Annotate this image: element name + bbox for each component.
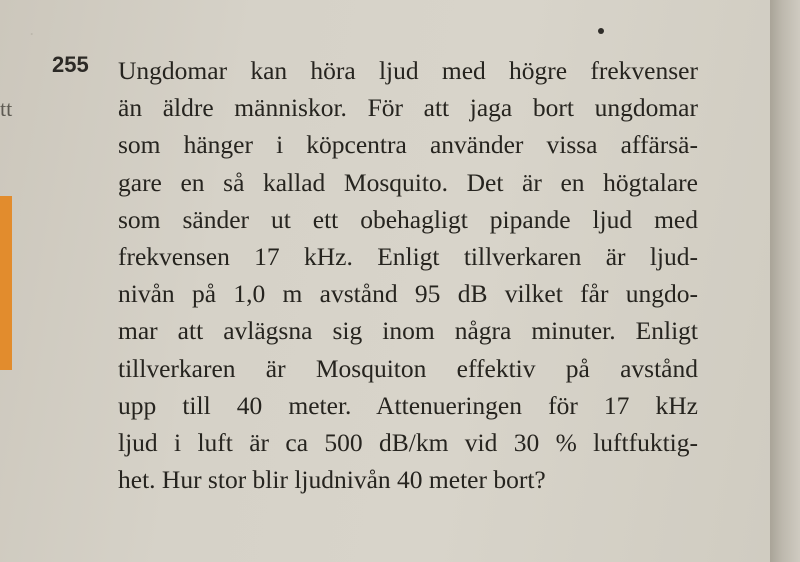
text-line: gare en så kallad Mosquito. Det är en högtalare [118, 167, 698, 197]
text-line: nivån på 1,0 m avstånd 95 dB vilket får ungdo- [118, 279, 698, 309]
text-line: ljud i luft är ca 500 dB/km vid 30 % luftfuktig- [118, 427, 698, 457]
text-line: än äldre människor. För att jaga bort ungdomar [118, 93, 698, 123]
problem-number: 255 [52, 52, 89, 77]
text-line: mar att avlägsna sig inom några minuter. Enligt [118, 316, 698, 346]
text-line: tillverkaren är Mosquiton effektiv på avstånd [118, 353, 698, 383]
problem-text [118, 52, 698, 498]
text-line: het. Hur stor blir ljudnivån 40 meter bort? [118, 465, 546, 495]
page-dot [598, 28, 604, 34]
margin-fragment: tt [0, 96, 13, 121]
book-gutter [770, 0, 800, 562]
chapter-tab [0, 196, 12, 370]
show-through-text: . [30, 20, 35, 39]
text-line: frekvensen 17 kHz. Enligt tillverkaren är ljud- [118, 241, 698, 271]
text-line: Ungdomar kan höra ljud med högre frekvenser [118, 56, 698, 85]
text-line: som sänder ut ett obehagligt pipande ljud med [118, 204, 698, 234]
text-line: som hänger i köpcentra använder vissa affärsä- [118, 130, 698, 160]
text-line: upp till 40 meter. Attenueringen för 17 kHz [118, 390, 698, 420]
